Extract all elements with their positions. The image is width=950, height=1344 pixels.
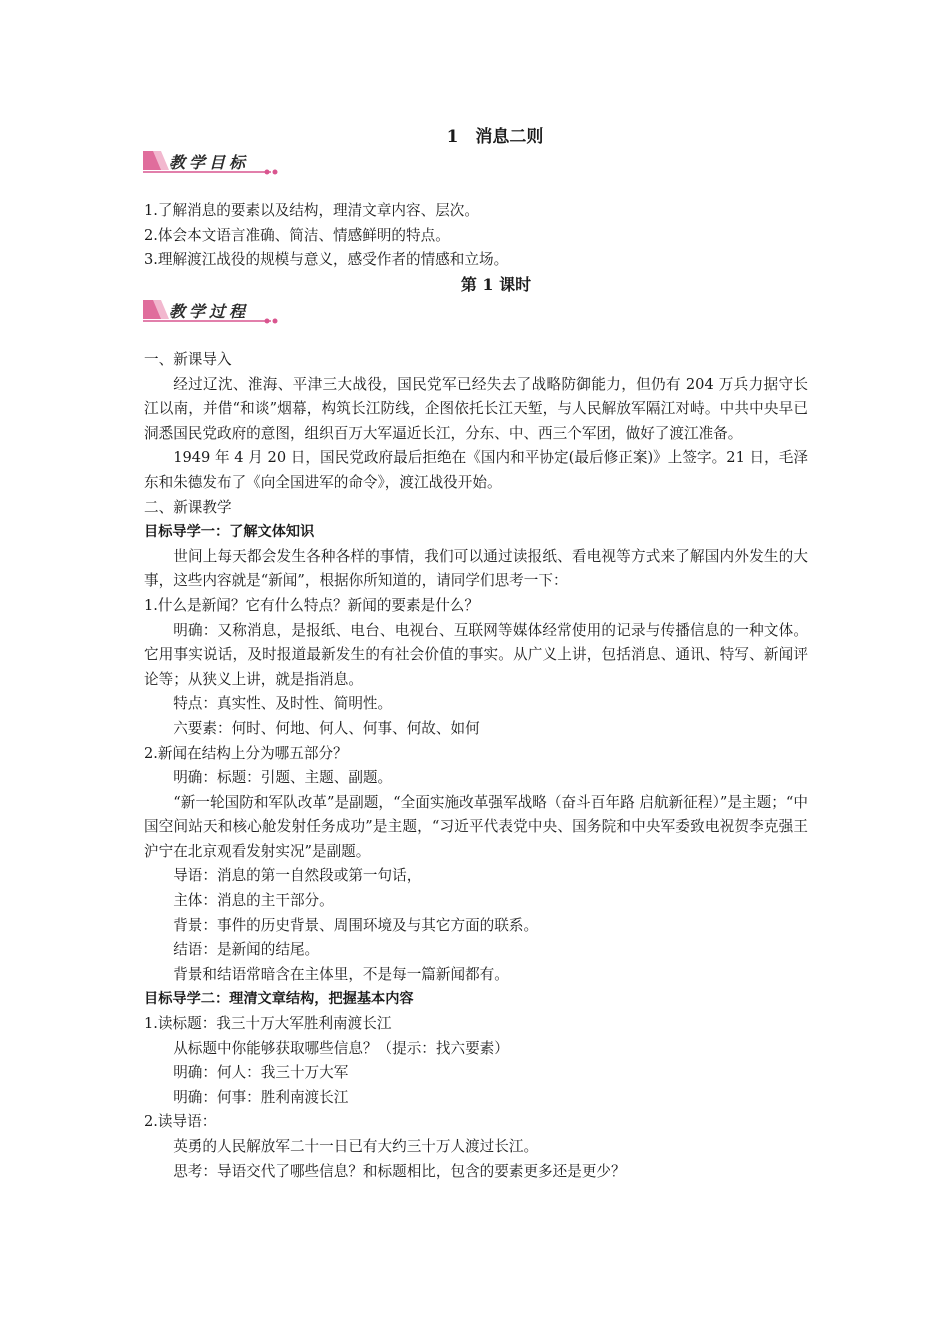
paragraph: 1949 年 4 月 20 日，国民党政府最后拒绝在《国内和平协定(最后修正案)》上签字。21 日，毛泽东和朱德发布了《向全国进军的命令》，渡江战役开始。 <box>144 449 808 491</box>
paragraph: 主体：消息的主干部分。 <box>173 892 334 910</box>
goal-item: 3.理解渡江战役的规模与意义，感受作者的情感和立场。 <box>144 251 509 269</box>
paragraph: 经过辽沈、淮海、平津三大战役，国民党军已经失去了战略防御能力，但仍有 204 万兵力据守长江以南，并借“和谈”烟幕，构筑长江防线，企图依托长江天堑，与人民解放军隔江对峙。中共中央早已洞悉国民党政府的意图，组织百万大军逼近长江，分东、中、西三个军团，做好了渡江准备。 <box>144 375 808 442</box>
goal-item: 1.了解消息的要素以及结构，理清文章内容、层次。 <box>144 202 479 219</box>
paragraph: 明确：又称消息，是报纸、电台、电视台、互联网等媒体经常使用的记录与传播信息的一种文体。它用事实说话，及时报道最新发生的有社会价值的事实。从广义上讲，包括消息、通讯、特写、新闻评论等；从狭义上讲，就是指消息。 <box>144 621 808 688</box>
goal-item: 2.体会本文语言准确、简洁、情感鲜明的特点。 <box>144 226 450 244</box>
paragraph: 世间上每天都会发生各种各样的事情，我们可以通过读报纸、看电视等方式来了解国内外发生的大事，这些内容就是“新闻”，根据你所知道的，请同学们思考一下： <box>144 547 808 590</box>
paragraph: 1.读标题：我三十万大军胜利南渡长江 <box>144 1015 392 1033</box>
paragraph: 一、新课导入 <box>144 351 232 368</box>
teaching-process-banner <box>143 297 283 327</box>
paragraph: “新一轮国防和军队改革”是副题，“全面实施改革强军战略（奋斗百年路 启航新征程）”是主题；“中国空间站天和核心舱发射任务成功”是主题，“习近平代表党中央、国务院和中央军委致电祝贺李克强王沪宁在北京观看发射实况”是副题。 <box>144 793 808 860</box>
paragraph: 二、新课教学 <box>144 498 232 516</box>
paragraph: 结语：是新闻的结尾。 <box>173 941 320 959</box>
paragraph: 思考：导语交代了哪些信息？和标题相比，包含的要素更多还是更少？ <box>173 1162 626 1180</box>
teaching-goals-banner <box>143 148 283 178</box>
section-heading: 目标导学一：了解文体知识 <box>144 524 315 541</box>
paragraph: 六要素：何时、何地、何人、何事、何故、如何 <box>173 719 480 737</box>
paragraph: 2.新闻在结构上分为哪五部分？ <box>144 744 348 762</box>
paragraph: 导语：消息的第一自然段或第一句话， <box>173 867 422 885</box>
paragraph: 明确：何人：我三十万大军 <box>173 1064 349 1082</box>
paragraph: 背景：事件的历史背景、周围环境及与其它方面的联系。 <box>173 916 539 934</box>
paragraph: 明确：何事：胜利南渡长江 <box>173 1088 349 1106</box>
paragraph: 特点：真实性、及时性、简明性。 <box>173 695 393 713</box>
lesson-heading: 第 1 课时 <box>460 274 532 294</box>
goals-list <box>144 199 808 297</box>
process-content <box>144 348 808 1184</box>
paragraph: 1.什么是新闻？它有什么特点？新闻的要素是什么？ <box>144 596 479 614</box>
paragraph: 明确：标题：引题、主题、副题。 <box>173 769 393 787</box>
lesson-title: 1 消息二则 <box>446 127 544 147</box>
section-heading: 目标导学二：理清文章结构，把握基本内容 <box>144 991 414 1008</box>
paragraph: 从标题中你能够获取哪些信息？（提示：找六要素） <box>173 1039 509 1057</box>
paragraph: 2.读导语： <box>144 1113 217 1131</box>
banner-label: 教学过程 <box>169 302 250 321</box>
paragraph: 背景和结语常暗含在主体里，不是每一篇新闻都有。 <box>173 965 509 983</box>
paragraph: 英勇的人民解放军二十一日已有大约三十万人渡过长江。 <box>173 1138 539 1155</box>
banner-label: 教学目标 <box>169 153 250 172</box>
